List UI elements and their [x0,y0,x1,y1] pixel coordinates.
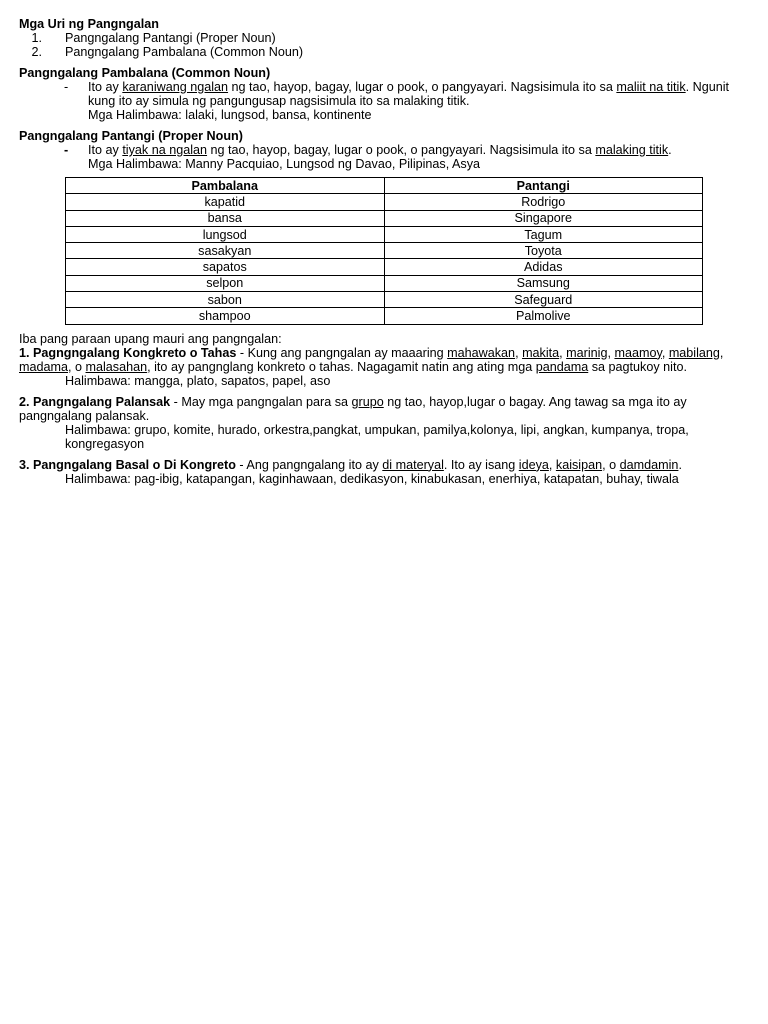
table-cell: Tagum [384,226,703,242]
table-row [66,243,703,259]
table-cell: Adidas [384,259,703,275]
examples-line: Mga Halimbawa: lalaki, lungsod, bansa, kontinente [88,108,372,122]
table-row [66,226,703,242]
text-run: , [548,457,556,472]
underlined-term: mabilang [668,345,720,360]
section-title: Pangngalang Pantangi (Proper Noun) [19,129,243,143]
table-cell: lungsod [66,226,385,242]
column-header: Pantangi [384,178,703,194]
kongkreto-paragraph [19,346,747,374]
underlined-term: tiyak na ngalan [122,143,208,157]
page-title: Mga Uri ng Pangngalan [19,17,159,31]
section-title: Pangngalang Pambalana (Common Noun) [19,66,271,80]
text-run: ng tao, hayop, bagay, lugar o pook, o pangyayari. Nagsisimula ito sa [228,80,617,94]
underlined-term: damdamin [619,457,679,472]
palansak-paragraph [19,395,747,423]
table-header-row [66,178,703,194]
table-cell: bansa [66,210,385,226]
column-header: Pambalana [66,178,385,194]
text-run: , ito ay pangnglang konkreto o tahas. Nagagamit natin ang ating mga [147,359,536,374]
underlined-term: madama [19,359,68,374]
section-palansak [19,395,747,451]
examples-line: Mga Halimbawa: Manny Pacquiao, Lungsod ng Davao, Pilipinas, Asya [88,157,481,171]
text-run: - May mga pangngalan para sa [170,394,352,409]
list-item-text: Pangngalang Pantangi (Proper Noun) [65,31,276,45]
underlined-term: malasahan [85,359,148,374]
text-run: . Ito ay isang [443,457,519,472]
table-row [66,292,703,308]
definition-paragraph [19,80,747,108]
basal-paragraph [19,458,747,472]
table-cell: selpon [66,275,385,291]
table-row [66,259,703,275]
table-cell: shampoo [66,308,385,324]
underlined-term: makita [522,345,560,360]
text-run: Ito ay [88,143,123,157]
definition-paragraph [19,143,747,157]
underlined-term: marinig [566,345,608,360]
section-pambalana [19,66,747,122]
dash-bullet: - [64,80,69,94]
examples-line: Halimbawa: mangga, plato, sapatos, papel, aso [65,373,331,388]
underlined-term: karaniwang ngalan [122,80,229,94]
text-run: , [661,345,669,360]
table-cell: Palmolive [384,308,703,324]
noun-comparison-table [65,177,703,325]
table-cell: sasakyan [66,243,385,259]
section-kongkreto [19,346,747,388]
text-run: , o [602,457,620,472]
document-page [19,17,747,486]
table-cell: Singapore [384,210,703,226]
text-run: , [515,345,523,360]
underlined-term: maamoy [614,345,662,360]
text-run: - Kung ang pangngalan ay maaaring [236,345,448,360]
underlined-term: pandama [535,359,589,374]
text-run: - Ang pangngalang ito ay [235,457,383,472]
section-title: 1. Pagngngalang Kongkreto o Tahas [19,345,237,360]
table-cell: Rodrigo [384,194,703,210]
table-row [66,275,703,291]
list-item [19,31,747,45]
table-row [66,308,703,324]
list-number: 2. [31,45,42,59]
text-run: . Ngunit kung ito ay simula ng pangungusap nagsisimula ito sa malaking titik. [88,80,730,108]
text-run: ng tao, hayop,lugar o bagay. Ang tawag sa mga ito ay pangngalang palansak. [19,394,687,423]
underlined-term: mahawakan [447,345,516,360]
examples-line: Halimbawa: grupo, komite, hurado, orkestra,pangkat, umpukan, pamilya,kolonya, lipi, angkan, kumpanya, tropa, kongregasyon [65,422,689,451]
table-cell: kapatid [66,194,385,210]
text-run: . [678,457,682,472]
text-run: , [719,345,724,360]
table-cell: Safeguard [384,292,703,308]
table-row [66,210,703,226]
underlined-term: malaking titik [595,143,669,157]
list-number: 1. [31,31,42,45]
table-cell: sabon [66,292,385,308]
text-run: , [607,345,615,360]
underlined-term: grupo [351,394,384,409]
text-run: , o [68,359,86,374]
underlined-term: ideya [518,457,549,472]
underlined-term: maliit na titik [616,80,686,94]
text-run: sa pagtukoy nito. [588,359,687,374]
examples-line: Halimbawa: pag-ibig, katapangan, kaginhawaan, dedikasyon, kinabukasan, enerhiya, katapatan, buhay, tiwala [65,471,679,486]
list-item-text: Pangngalang Pambalana (Common Noun) [65,45,304,59]
text-run: , [559,345,567,360]
section-title: 3. Pangngalang Basal o Di Kongreto [19,457,236,472]
table-cell: Samsung [384,275,703,291]
table-row [66,194,703,210]
underlined-term: di materyal [382,457,444,472]
underlined-term: kaisipan [555,457,603,472]
dash-bullet: - [64,143,69,157]
noun-types-list [19,31,747,59]
section-title: 2. Pangngalang Palansak [19,394,171,409]
list-item [19,45,747,59]
text-run: ng tao, hayop, bagay, lugar o pook, o pangyayari. Nagsisimula ito sa [207,143,596,157]
other-types-intro: Iba pang paraan upang mauri ang pangngalan: [19,331,282,346]
section-basal [19,458,747,486]
text-run: . [668,143,672,157]
table-cell: sapatos [66,259,385,275]
section-pantangi [19,129,747,171]
text-run: Ito ay [88,80,123,94]
table-cell: Toyota [384,243,703,259]
